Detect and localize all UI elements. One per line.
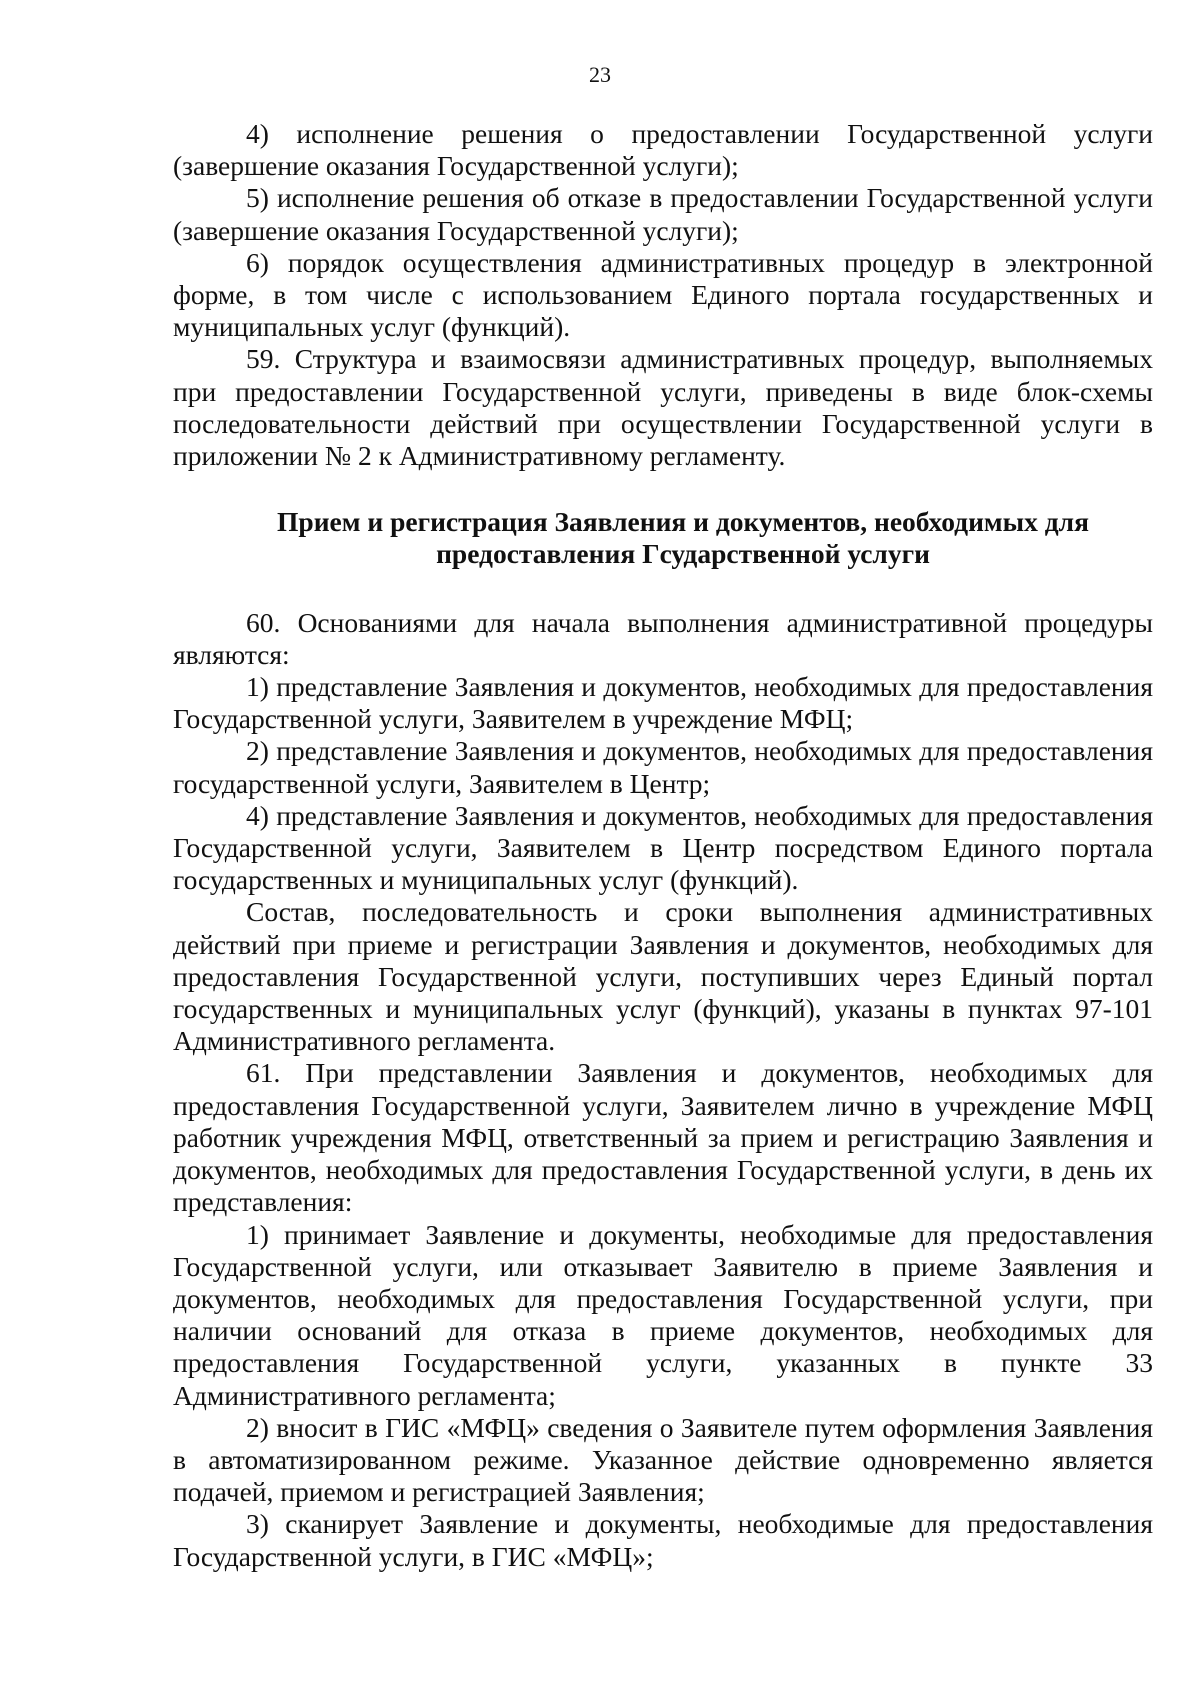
paragraph-60: 60. Основаниями для начала выполнения административной процедуры являются: [173, 606, 1153, 670]
paragraph-61-item-3: 3) сканирует Заявление и документы, необходимые для предоставления Государственной услуги, в ГИС «МФЦ»; [173, 1508, 1153, 1572]
page-number: 23 [589, 62, 611, 87]
section-heading [173, 506, 1153, 570]
paragraph-60-item-4: 4) представление Заявления и документов, необходимых для предоставления Государственной услуги, Заявителем в Центр посредством Единого портала государственных и муниципальных услуг (функций). [173, 799, 1153, 896]
paragraph-59: 59. Структура и взаимосвязи административных процедур, выполняемых при предоставлении Государственной услуги, приведены в виде блок-схемы последовательности действий при осуществлении Государственной услуги в приложении № 2 к Административному регламенту. [173, 343, 1153, 472]
section-heading-line-1: Прием и регистрация Заявления и документов, необходимых для [277, 506, 1089, 538]
paragraph-60-item-1: 1) представление Заявления и документов, необходимых для предоставления Государственной услуги, Заявителем в учреждение МФЦ; [173, 671, 1153, 735]
paragraph-composition: Состав, последовательность и сроки выполнения административных действий при приеме и регистрации Заявления и документов, необходимых для предоставления Государственной услуги, поступивших через Единый портал государственных и муниципальных услуг (функций), указаны в пунктах 97-101 Административного регламента. [173, 896, 1153, 1057]
section-heading-line-2: предоставления Гсударственной услуги [436, 538, 930, 570]
paragraph-61-item-1: 1) принимает Заявление и документы, необходимые для предоставления Государственной услуги, или отказывает Заявителю в приеме Заявления и документов, необходимых для предоставления Государственной услуги, при наличии оснований для отказа в приеме документов, необходимых для предоставления Государственной услуги, указанных в пункте 33 Административного регламента; [173, 1218, 1153, 1411]
paragraph-61: 61. При представлении Заявления и документов, необходимых для предоставления Государственной услуги, Заявителем лично в учреждение МФЦ работник учреждения МФЦ, ответственный за прием и регистрацию Заявления и документов, необходимых для предоставления Государственной услуги, в день их представления: [173, 1057, 1153, 1218]
paragraph-item-6: 6) порядок осуществления административных процедур в электронной форме, в том числе с использованием Единого портала государственных и муниципальных услуг (функций). [173, 246, 1153, 343]
paragraph-60-item-2: 2) представление Заявления и документов, необходимых для предоставления государственной услуги, Заявителем в Центр; [173, 735, 1153, 799]
paragraph-item-4: 4) исполнение решения о предоставлении Государственной услуги (завершение оказания Государственной услуги); [173, 118, 1153, 182]
paragraph-item-5: 5) исполнение решения об отказе в предоставлении Государственной услуги (завершение оказания Государственной услуги); [173, 182, 1153, 246]
document-body [173, 118, 1153, 1573]
paragraph-61-item-2: 2) вносит в ГИС «МФЦ» сведения о Заявителе путем оформления Заявления в автоматизированном режиме. Указанное действие одновременно является подачей, приемом и регистрацией Заявления; [173, 1411, 1153, 1508]
